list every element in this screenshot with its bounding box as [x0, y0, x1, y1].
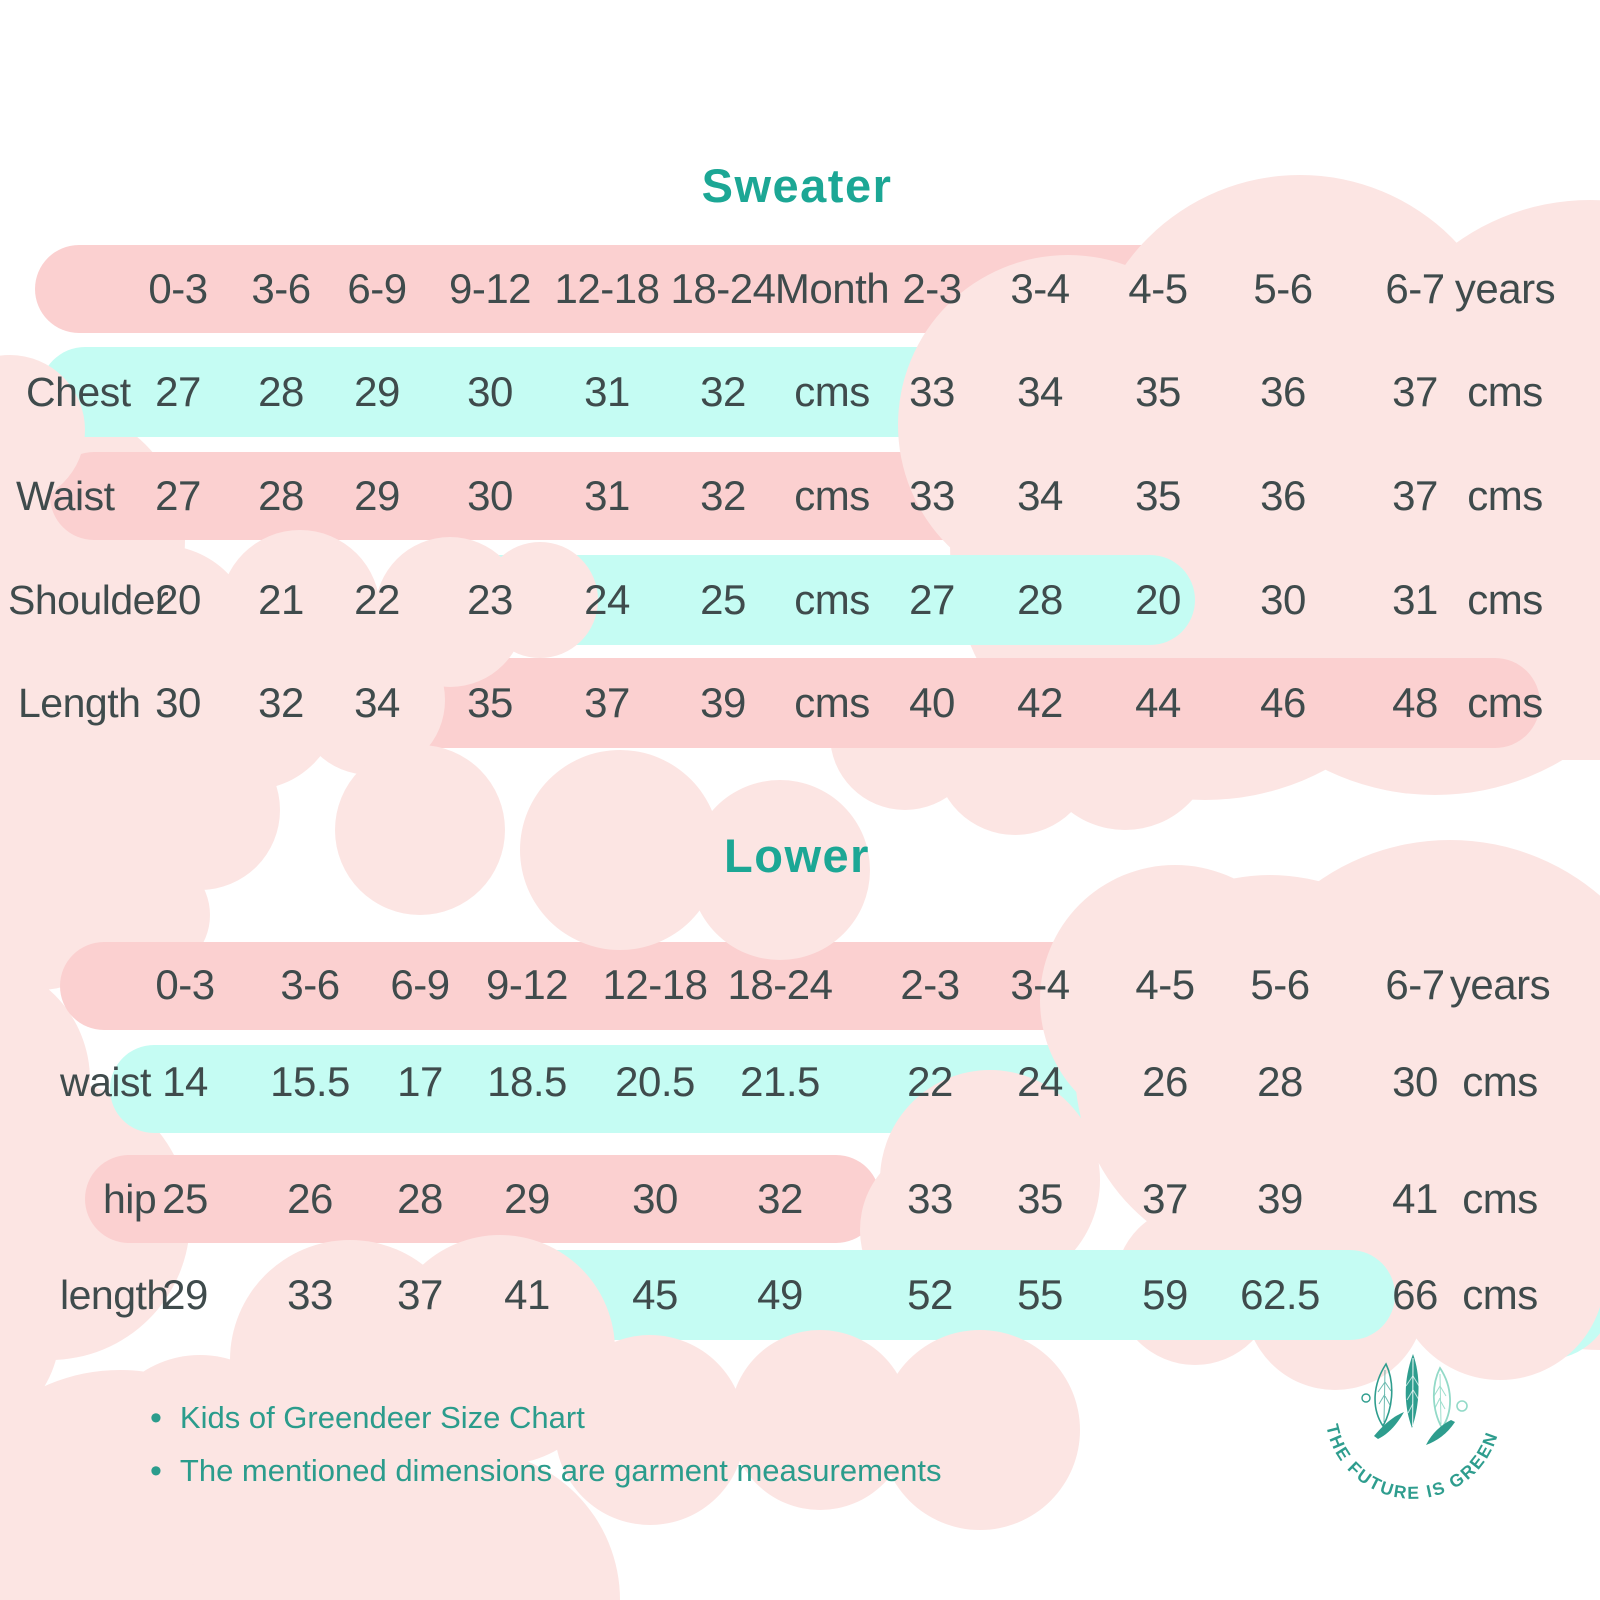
table-cell: 18.5	[487, 1058, 567, 1105]
chest-label: Chest	[26, 369, 131, 415]
table-cell: cms	[794, 576, 870, 623]
cloud-shape	[120, 730, 280, 890]
table-cell: 49	[757, 1271, 803, 1318]
greendeer-logo	[1300, 1346, 1530, 1526]
table-cell: 2-3	[900, 961, 960, 1008]
shoulder-cells	[0, 575, 1600, 625]
table-cell: cms	[1467, 679, 1543, 726]
table-cell: 52	[907, 1271, 953, 1318]
table-cell: 3-6	[251, 265, 311, 312]
table-cell: 3-6	[280, 961, 340, 1008]
table-cell: 55	[1017, 1271, 1063, 1318]
table-cell: cms	[1467, 576, 1543, 623]
length-label: Length	[18, 680, 141, 726]
table-cell: 28	[397, 1175, 443, 1222]
table-cell: cms	[1462, 1175, 1538, 1222]
table-cell: 14	[162, 1058, 208, 1105]
table-cell: 31	[584, 472, 630, 519]
table-cell: 22	[907, 1058, 953, 1105]
table-cell: 41	[504, 1271, 550, 1318]
table-cell: 37	[584, 679, 630, 726]
table-cell: 37	[1142, 1175, 1188, 1222]
table-cell: 32	[757, 1175, 803, 1222]
bullet-icon: •	[150, 1452, 162, 1490]
table-cell: 0-3	[148, 265, 208, 312]
lower-header-cells	[0, 960, 1600, 1010]
table-cell: cms	[1462, 1058, 1538, 1105]
table-cell: 22	[354, 576, 400, 623]
table-cell: years	[1449, 961, 1551, 1008]
bullet-icon: •	[150, 1399, 162, 1437]
table-cell: 39	[700, 679, 746, 726]
table-cell: 66	[1392, 1271, 1438, 1318]
table-cell: 29	[354, 368, 400, 415]
table-cell: 27	[909, 576, 955, 623]
table-cell: 17	[397, 1058, 443, 1105]
table-cell: 28	[258, 472, 304, 519]
table-cell: 32	[700, 472, 746, 519]
table-cell: 33	[909, 368, 955, 415]
table-cell: 34	[1017, 368, 1063, 415]
table-cell: 37	[1392, 368, 1438, 415]
note-text: Kids of Greendeer Size Chart	[179, 1400, 585, 1435]
table-cell: 30	[1260, 576, 1306, 623]
lower-length-cells	[0, 1270, 1600, 1320]
table-cell: 15.5	[270, 1058, 350, 1105]
table-cell: 34	[1017, 472, 1063, 519]
table-cell: 35	[1135, 472, 1181, 519]
table-cell: 41	[1392, 1175, 1438, 1222]
table-cell: 42	[1017, 679, 1063, 726]
table-cell: 30	[632, 1175, 678, 1222]
table-cell: 6-9	[347, 265, 407, 312]
length-cells	[0, 678, 1600, 728]
table-cell: 21	[258, 576, 304, 623]
table-cell: 34	[354, 679, 400, 726]
table-cell: cms	[794, 368, 870, 415]
table-cell: 30	[1392, 1058, 1438, 1105]
table-cell: 29	[504, 1175, 550, 1222]
table-cell: 6-7	[1385, 961, 1445, 1008]
table-cell: 33	[907, 1175, 953, 1222]
notes-list	[150, 1398, 942, 1504]
table-cell: 9-12	[485, 961, 569, 1008]
sweater-header-cells	[0, 264, 1600, 314]
table-cell: 45	[632, 1271, 678, 1318]
table-cell: 12-18	[602, 961, 708, 1008]
table-cell: 32	[700, 368, 746, 415]
lower-waist-cells	[0, 1057, 1600, 1107]
chest-cells	[0, 367, 1600, 417]
table-cell: 4-5	[1128, 265, 1188, 312]
sweater-title: Sweater	[701, 159, 893, 212]
table-cell: 40	[909, 679, 955, 726]
lower-title: Lower	[724, 829, 870, 882]
table-cell: 4-5	[1135, 961, 1195, 1008]
table-cell: Month	[774, 265, 890, 312]
table-cell: 44	[1135, 679, 1181, 726]
table-cell: 18-24	[670, 265, 776, 312]
table-cell: 18-24	[727, 961, 833, 1008]
table-cell: 26	[287, 1175, 333, 1222]
table-cell: 0-3	[155, 961, 215, 1008]
logo-arc-text: THE FUTURE IS GREEN	[1322, 1422, 1502, 1503]
table-cell: years	[1454, 265, 1556, 312]
table-cell: 32	[258, 679, 304, 726]
table-cell: 28	[258, 368, 304, 415]
table-cell: 2-3	[902, 265, 962, 312]
table-cell: 5-6	[1253, 265, 1313, 312]
table-cell: 6-7	[1385, 265, 1445, 312]
waist-cells	[0, 471, 1600, 521]
table-cell: cms	[1467, 472, 1543, 519]
table-cell: 12-18	[554, 265, 660, 312]
table-cell: 26	[1142, 1058, 1188, 1105]
table-cell: 3-4	[1010, 961, 1070, 1008]
table-cell: 6-9	[390, 961, 450, 1008]
table-cell: 27	[155, 472, 201, 519]
table-cell: 28	[1017, 576, 1063, 623]
waist-label: Waist	[16, 473, 115, 519]
lower-length-label: length	[60, 1272, 169, 1318]
shoulder-label: Shoulder	[8, 577, 169, 623]
table-cell: 25	[162, 1175, 208, 1222]
lower-waist-label: waist	[60, 1059, 151, 1105]
table-cell: 29	[354, 472, 400, 519]
table-cell: 21.5	[740, 1058, 820, 1105]
table-cell: cms	[794, 679, 870, 726]
table-cell: 36	[1260, 472, 1306, 519]
table-cell: 35	[467, 679, 513, 726]
table-cell: 33	[287, 1271, 333, 1318]
table-cell: 20	[155, 576, 201, 623]
table-cell: 39	[1257, 1175, 1303, 1222]
cloud-shape	[335, 745, 505, 915]
table-cell: 31	[584, 368, 630, 415]
table-cell: 30	[155, 679, 201, 726]
table-cell: 23	[467, 576, 513, 623]
table-cell: 24	[584, 576, 630, 623]
table-cell: cms	[794, 472, 870, 519]
table-cell: 20.5	[615, 1058, 695, 1105]
table-cell: 37	[1392, 472, 1438, 519]
hip-label: hip	[103, 1176, 157, 1222]
note-text: The mentioned dimensions are garment measurements	[179, 1453, 942, 1488]
table-cell: 5-6	[1250, 961, 1310, 1008]
table-cell: 62.5	[1240, 1271, 1320, 1318]
table-cell: 36	[1260, 368, 1306, 415]
table-cell: 33	[909, 472, 955, 519]
table-cell: 30	[467, 472, 513, 519]
note-item	[150, 1451, 942, 1491]
logo-leaves-icon	[1362, 1354, 1467, 1445]
table-cell: 46	[1260, 679, 1306, 726]
table-cell: 27	[155, 368, 201, 415]
table-cell: 3-4	[1010, 265, 1070, 312]
table-cell: 30	[467, 368, 513, 415]
table-cell: 35	[1135, 368, 1181, 415]
table-cell: 59	[1142, 1271, 1188, 1318]
table-cell: 25	[700, 576, 746, 623]
table-cell: 31	[1392, 576, 1438, 623]
table-cell: cms	[1467, 368, 1543, 415]
hip-cells	[0, 1174, 1600, 1224]
table-cell: cms	[1462, 1271, 1538, 1318]
table-cell: 35	[1017, 1175, 1063, 1222]
table-cell: 48	[1392, 679, 1438, 726]
table-cell: 20	[1135, 576, 1181, 623]
table-cell: 28	[1257, 1058, 1303, 1105]
table-cell: 9-12	[448, 265, 532, 312]
table-cell: 37	[397, 1271, 443, 1318]
note-item	[150, 1398, 942, 1438]
table-cell: 24	[1017, 1058, 1063, 1105]
table-cell: 29	[162, 1271, 208, 1318]
